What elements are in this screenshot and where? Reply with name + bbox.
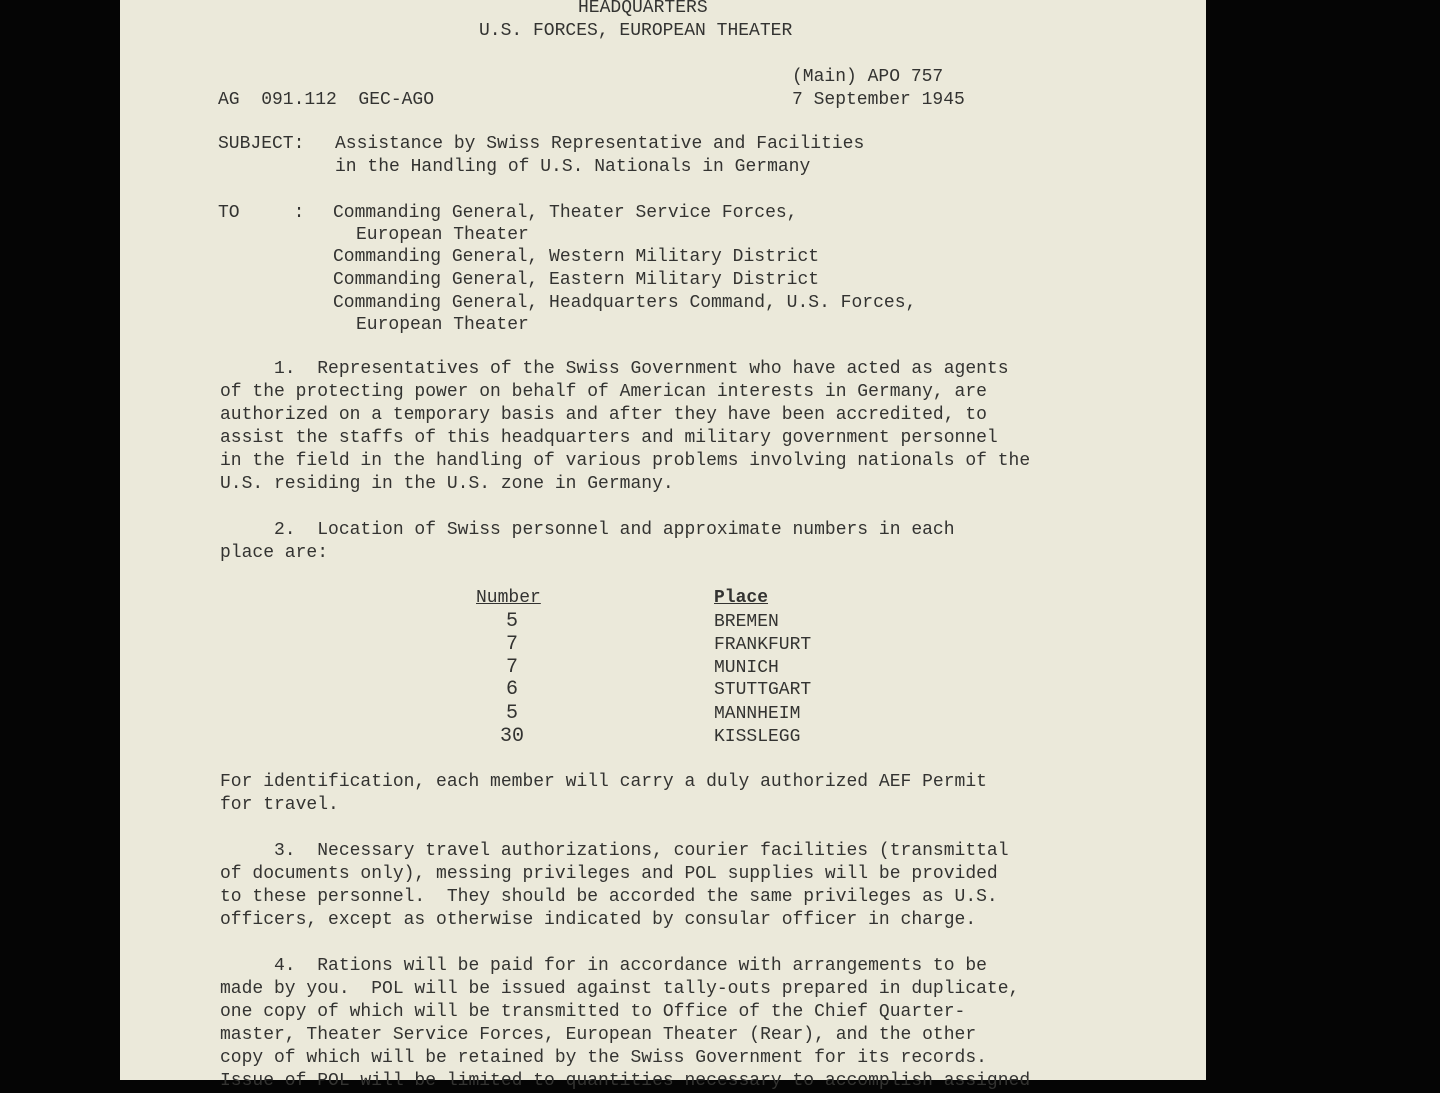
subject-line-2: in the Handling of U.S. Nationals in Germany bbox=[335, 157, 811, 177]
table-cell-place: MUNICH bbox=[714, 658, 779, 678]
paragraph-1-line: in the field in the handling of various problems involving nationals of the bbox=[220, 451, 1031, 471]
paragraph-3-line: officers, except as otherwise indicated by consular officer in charge. bbox=[220, 910, 977, 930]
subject-label: SUBJECT: bbox=[218, 134, 305, 154]
paragraph-4-line: made by you. POL will be issued against tally-outs prepared in duplicate, bbox=[220, 979, 1020, 999]
table-cell-number: 7 bbox=[505, 656, 518, 679]
addressee-line: European Theater bbox=[356, 315, 529, 335]
paragraph-1-line: 1. Representatives of the Swiss Government who have acted as agents bbox=[220, 359, 1009, 379]
document-date: 7 September 1945 bbox=[792, 90, 965, 110]
table-cell-number: 30 bbox=[499, 725, 524, 748]
addressee-line: European Theater bbox=[356, 225, 529, 245]
paragraph-3-line: 3. Necessary travel authorizations, courier facilities (transmittal bbox=[220, 841, 1009, 861]
table-cell-number: 6 bbox=[505, 678, 518, 701]
paragraph-3-line: to these personnel. They should be accorded the same privileges as U.S. bbox=[220, 887, 998, 907]
paragraph-1-line: assist the staffs of this headquarters and military government personnel bbox=[220, 428, 998, 448]
table-cell-place: FRANKFURT bbox=[714, 635, 812, 655]
identification-line: for travel. bbox=[220, 795, 339, 815]
table-cell-number: 7 bbox=[505, 633, 518, 656]
letterhead-line-1: HEADQUARTERS bbox=[578, 0, 708, 18]
table-cell-place: KISSLEGG bbox=[714, 727, 801, 747]
letterhead-line-2: U.S. FORCES, EUROPEAN THEATER bbox=[479, 21, 793, 41]
paragraph-4-line: one copy of which will be transmitted to Office of the Chief Quarter- bbox=[220, 1002, 966, 1022]
paragraph-3-line: of documents only), messing privileges and POL supplies will be provided bbox=[220, 864, 998, 884]
addressee-line: Commanding General, Western Military District bbox=[333, 247, 820, 267]
table-cell-place: BREMEN bbox=[714, 612, 779, 632]
paragraph-4-line: 4. Rations will be paid for in accordance with arrangements to be bbox=[220, 956, 987, 976]
table-cell-number: 5 bbox=[505, 702, 518, 725]
table-cell-number: 5 bbox=[505, 610, 518, 633]
paragraph-4-line: Issue of POL will be limited to quantities necessary to accomplish assigned bbox=[220, 1071, 1031, 1091]
apo-number: (Main) APO 757 bbox=[792, 67, 944, 87]
paragraph-4-line: copy of which will be retained by the Swiss Government for its records. bbox=[220, 1048, 987, 1068]
paragraph-2-line: place are: bbox=[220, 543, 329, 563]
identification-line: For identification, each member will carry a duly authorized AEF Permit bbox=[220, 772, 987, 792]
table-header-place: Place bbox=[714, 588, 769, 608]
addressee-line: Commanding General, Headquarters Command, U.S. Forces, bbox=[333, 293, 917, 313]
table-header-number: Number bbox=[476, 588, 541, 608]
addressee-line: Commanding General, Theater Service Forces, bbox=[333, 203, 798, 223]
paragraph-2-line: 2. Location of Swiss personnel and approximate numbers in each bbox=[220, 520, 955, 540]
file-reference: AG 091.112 GEC-AGO bbox=[218, 90, 435, 110]
subject-line-1: Assistance by Swiss Representative and Facilities bbox=[335, 134, 865, 154]
addressee-line: Commanding General, Eastern Military District bbox=[333, 270, 820, 290]
paragraph-1-line: of the protecting power on behalf of American interests in Germany, are bbox=[220, 382, 987, 402]
table-cell-place: MANNHEIM bbox=[714, 704, 801, 724]
table-cell-place: STUTTGART bbox=[714, 680, 812, 700]
document-page bbox=[120, 0, 1206, 1091]
paragraph-1-line: authorized on a temporary basis and after they have been accredited, to bbox=[220, 405, 987, 425]
paragraph-1-line: U.S. residing in the U.S. zone in Germany. bbox=[220, 474, 674, 494]
paragraph-4-line: master, Theater Service Forces, European Theater (Rear), and the other bbox=[220, 1025, 977, 1045]
to-label: TO : bbox=[218, 203, 305, 223]
